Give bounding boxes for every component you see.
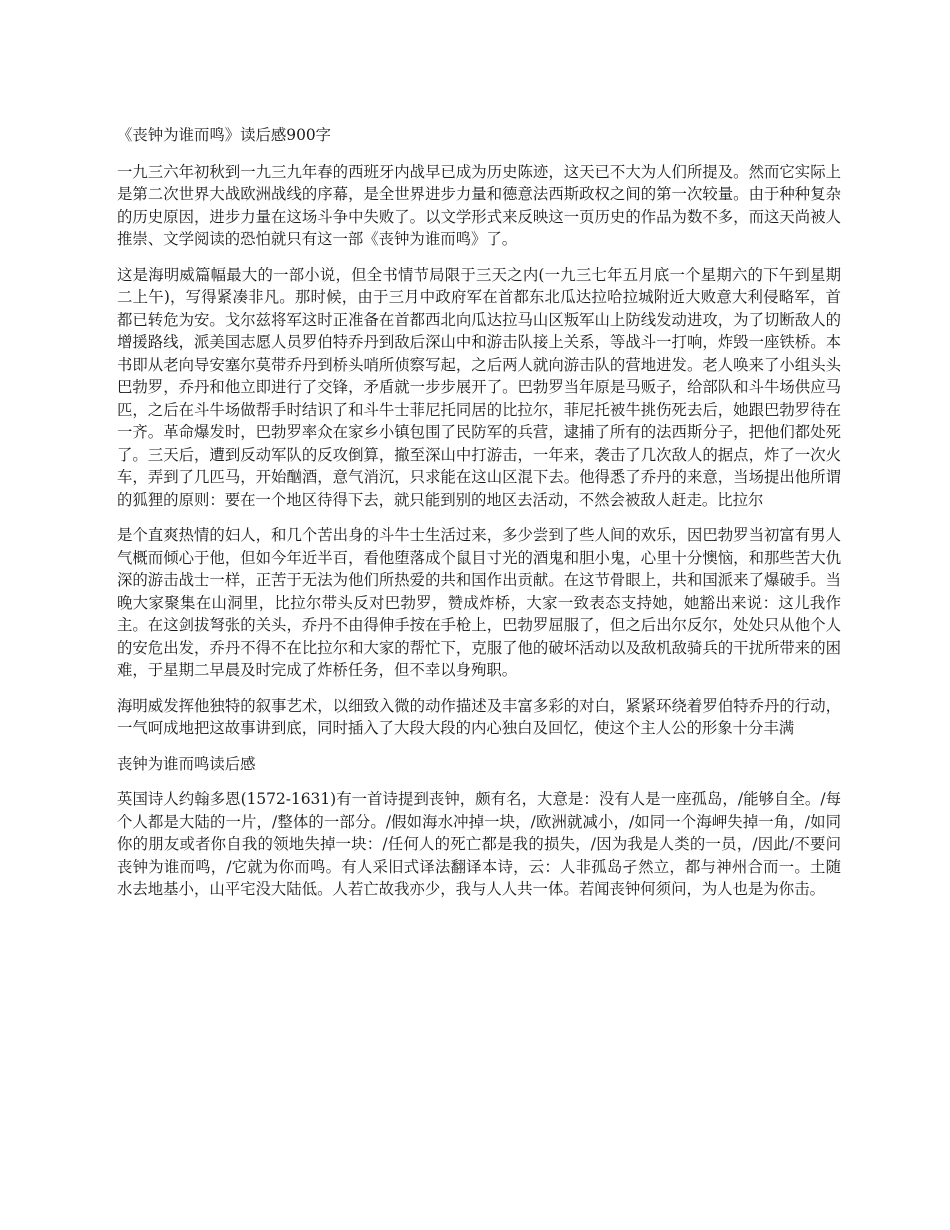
paragraph-plot: 这是海明威篇幅最大的一部小说，但全书情节局限于三天之内(一九三七年五月底一个星期六的下午到星期二上午)，写得紧凑非凡。那时候，由于三月中政府军在首都东北瓜达拉哈拉城附近大败意大利侵略军，首都已转危为安。戈尔兹将军这时正准备在首都西北向瓜达拉马山区叛军山上防线发动进攻，为了切断敌人的增援路线，派美国志愿人员罗伯特乔丹到敌后深山中和游击队接上关系，等战斗一打响，炸毁一座铁桥。本书即从老向导安塞尔莫带乔丹到桥头哨所侦察写起，之后两人就向游击队的营地进发。老人唤来了小组头头巴勃罗，乔丹和他立即进行了交锋，矛盾就一步步展开了。巴勃罗当年原是马贩子，给部队和斗牛场供应马匹，之后在斗牛场做帮手时结识了和斗牛士菲尼托同居的比拉尔，菲尼托被牛挑伤死去后，她跟巴勃罗待在一齐。革命爆发时，巴勃罗率众在家乡小镇包围了民防军的兵营，逮捕了所有的法西斯分子，把他们都处死了。三天后，遭到反动军队的反攻倒算，撤至深山中打游击，一年来，袭击了几次敌人的据点，炸了一次火车，弄到了几匹马，开始酗酒，意气消沉，只求能在这山区混下去。他得悉了乔丹的来意，当场提出他所谓的狐狸的原则：要在一个地区待得下去，就只能到别的地区去活动，不然会被敌人赶走。比拉尔 <box>117 265 841 509</box>
paragraph-intro: 一九三六年初秋到一九三九年春的西班牙内战早已成为历史陈迹，这天已不大为人们所提及。然而它实际上是第二次世界大战欧洲战线的序幕，是全世界进步力量和德意法西斯政权之间的第一次较量。由于种种复杂的历史原因，进步力量在这场斗争中失败了。以文学形式来反映这一页历史的作品为数不多，而这天尚被人推崇、文学阅读的恐怕就只有这一部《丧钟为谁而鸣》了。 <box>117 162 841 248</box>
paragraph-pilar: 是个直爽热情的妇人，和几个苦出身的斗牛士生活过来，多少尝到了些人间的欢乐，因巴勃罗当初富有男人气概而倾心于他，但如今年近半百，看他堕落成个鼠目寸光的酒鬼和胆小鬼，心里十分懊恼，和那些苦大仇深的游击战士一样，正苦于无法为他们所热爱的共和国作出贡献。在这节骨眼上，共和国派来了爆破手。当晚大家聚集在山洞里，比拉尔带头反对巴勃罗，赞成炸桥，大家一致表态支持她，她豁出来说：这儿我作主。在这剑拔弩张的关头，乔丹不由得伸手按在手枪上，巴勃罗屈服了，但之后出尔反尔，处处只从他个人的安危出发，乔丹不得不在比拉尔和大家的帮忙下，克服了他的破坏活动以及敌机敌骑兵的干扰所带来的困难，于星期二早晨及时完成了炸桥任务，但不幸以身殉职。 <box>117 526 841 679</box>
paragraph-narrative: 海明威发挥他独特的叙事艺术，以细致入微的动作描述及丰富多彩的对白，紧紧环绕着罗伯特乔丹的行动，一气呵成地把这故事讲到底，同时插入了大段大段的内心独白及回忆，使这个主人公的形象十分丰满 <box>117 696 841 737</box>
paragraph-donne-poem: 英国诗人约翰多恩(1572-1631)有一首诗提到丧钟，颇有名，大意是：没有人是一座孤岛，/能够自全。/每个人都是大陆的一片，/整体的一部分。/假如海水冲掉一块，/欧洲就减小，/如同一个海岬失掉一角，/如同你的朋友或者你自我的领地失掉一块：/任何人的死亡都是我的损失，/因为我是人类的一员，/因此/不要问丧钟为谁而鸣，/它就为你而鸣。有人采旧式译法翻译本诗，云：人非孤岛孑然立，都与神州合而一。土随水去地基小，山平宅没大陆低。人若亡故我亦少，我与人人共一体。若闻丧钟何须问，为人也是为你击。 <box>117 790 841 898</box>
document-title: 《丧钟为谁而鸣》读后感900字 <box>117 126 332 144</box>
section-heading: 丧钟为谁而鸣读后感 <box>117 754 256 773</box>
document-body <box>117 124 841 914</box>
